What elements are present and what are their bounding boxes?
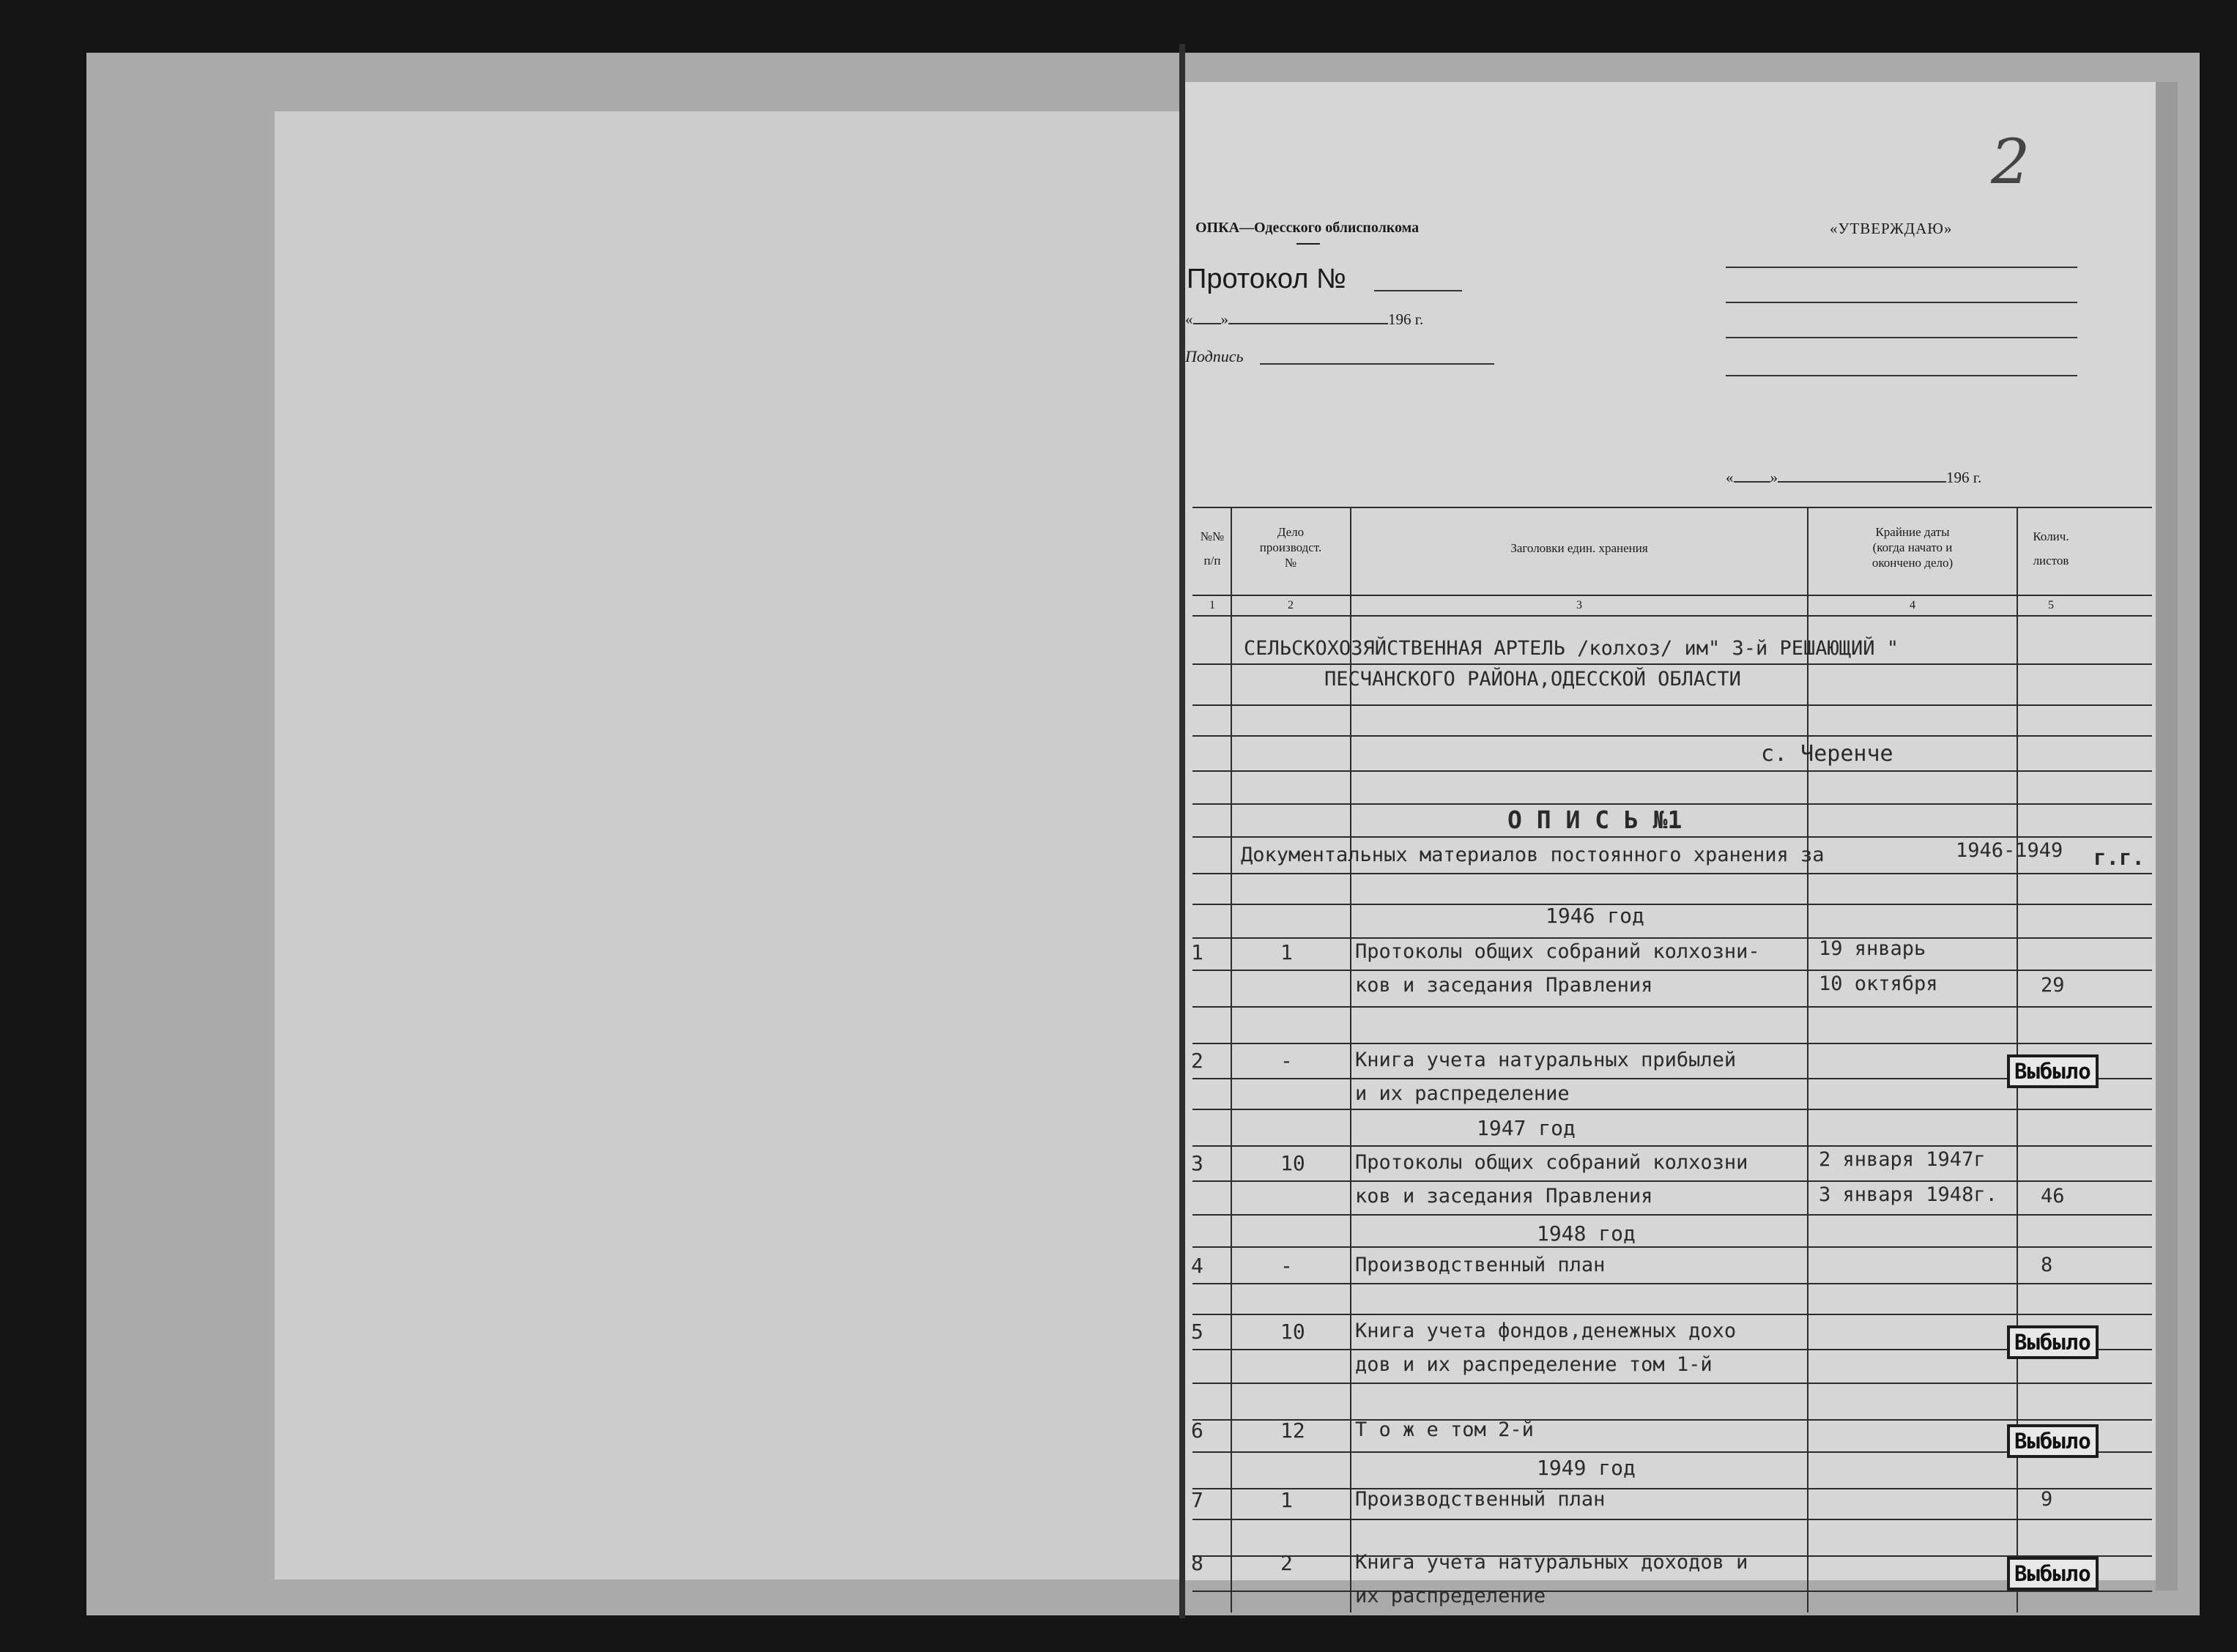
section-1947: 1947 год [1477,1116,1576,1140]
doc-years: 1946-1949 [1956,839,2063,862]
row-sheets: 29 [2041,974,2065,997]
col-head-sheets: Колич. листов [2033,529,2069,568]
row-number: 4 [1191,1254,1203,1278]
row-case-number: - [1280,1254,1293,1278]
binding-spine [1179,44,1185,1618]
row-sheets: 46 [2041,1185,2065,1208]
ruled-line [1192,1180,2152,1182]
row-title-line1: Книга учета натуральных доходов и [1355,1551,1748,1574]
col-num-1: 1 [1209,599,1215,611]
row-date-end: 3 января 1948г. [1819,1183,1997,1206]
doc-gg: г.г. [2093,845,2145,870]
col-num-3: 3 [1576,599,1582,611]
page-number: 2 [1991,126,2030,198]
section-1949: 1949 год [1537,1456,1636,1480]
row-title-line2: дов и их распределение том 1-й [1355,1353,1713,1376]
row-title-line2: ков и заседания Правления [1355,974,1653,997]
ruled-line [1192,1145,2152,1147]
withdrawn-stamp: Выбыло [2007,1424,2099,1458]
row-title-line1: Протоколы общих собраний колхозни [1355,1151,1748,1174]
row-case-number: - [1280,1049,1293,1073]
left-blank-sheet [275,111,1179,1580]
artel-title-line1: СЕЛЬСКОХОЗЯЙСТВЕННАЯ АРТЕЛЬ /колхоз/ им" 3-й РЕШАЮЩИЙ " [1244,637,1899,660]
org-name: ОПКА—Одесского облисполкома [1195,220,1419,237]
ruled-line [1192,803,2152,805]
protocol-date: « » 196 г. [1185,310,1424,328]
ruled-line [1192,735,2152,737]
row-number: 3 [1191,1151,1203,1175]
withdrawn-stamp: Выбыло [2007,1325,2099,1359]
ruled-line [1192,1590,2152,1592]
ruled-line [1192,663,2152,665]
row-title-line1: Производственный план [1355,1254,1606,1276]
ruled-line [1192,1383,2152,1384]
row-case-number: 10 [1280,1151,1305,1175]
col-num-5: 5 [2048,599,2054,611]
ruled-line [1192,836,2152,838]
row-sheets: 9 [2041,1488,2053,1511]
row-date-start: 2 января 1947г [1819,1148,1986,1171]
protocol-label: Протокол № [1187,264,1346,294]
row-number: 1 [1191,940,1203,964]
approve-caption: «УТВЕРЖДАЮ» [1830,220,1953,237]
ruled-line [1192,1419,2152,1421]
row-case-number: 1 [1280,940,1293,964]
ruled-line [1192,937,2152,939]
row-title-line1: Т о ж е том 2-й [1355,1418,1534,1441]
sheet-edge [2156,82,2178,1590]
row-title-line1: Книга учета фондов,денежных дохо [1355,1320,1737,1342]
section-1946: 1946 год [1546,904,1644,928]
ruled-line [1192,904,2152,905]
ruled-line [1192,1519,2152,1520]
header-rule [1192,595,2152,596]
col-head-titles: Заголовки един. хранения [1510,541,1648,555]
withdrawn-stamp: Выбыло [2007,1054,2099,1088]
approve-line-4 [1726,375,2077,376]
ruled-line [1192,704,2152,706]
col-head-dates: Крайние даты (когда начато и окончено дело) [1871,525,1954,570]
col-divider-3 [1807,507,1808,1612]
col-head-case: Дело производст. № [1259,525,1322,570]
artel-title-line2: ПЕСЧАНСКОГО РАЙОНА,ОДЕССКОЙ ОБЛАСТИ [1324,668,1741,691]
approve-date: « » 196 г. [1726,469,1982,486]
section-1948: 1948 год [1537,1221,1636,1246]
opis-title: О П И С Ь №1 [1507,805,1683,834]
ruled-line [1192,1246,2152,1248]
row-title-line1: Книга учета натуральных прибылей [1355,1049,1737,1071]
approve-line-1 [1726,267,2077,268]
inventory-page [1185,82,2156,1607]
col-head-number: №№ п/п [1200,529,1225,568]
num-rule [1192,615,2152,617]
row-case-number: 1 [1280,1488,1293,1512]
signature-label: Подпись [1185,347,1244,365]
row-number: 8 [1191,1551,1203,1575]
table-top-rule [1192,507,2152,508]
row-title-line2: ков и заседания Правления [1355,1185,1653,1208]
signature-line [1260,363,1494,365]
ruled-line [1192,1214,2152,1216]
village-name: с. Черенче [1761,741,1893,767]
protocol-number-line [1374,290,1462,291]
col-divider-1 [1231,507,1232,1612]
row-case-number: 10 [1280,1320,1305,1344]
row-title-line1: Протоколы общих собраний колхозни- [1355,940,1760,963]
row-case-number: 12 [1280,1418,1305,1443]
withdrawn-stamp: Выбыло [2007,1557,2099,1590]
row-number: 2 [1191,1049,1203,1073]
ruled-line [1192,1109,2152,1110]
approve-line-3 [1726,337,2077,338]
ruled-line [1192,970,2152,971]
doc-line: Документальных материалов постоянного хранения за [1241,844,1825,866]
ruled-line [1192,1314,2152,1315]
ruled-line [1192,770,2152,772]
approve-line-2 [1726,302,2077,303]
row-case-number: 2 [1280,1551,1293,1575]
row-title-line2: их распределение [1355,1585,1546,1607]
col-num-2: 2 [1288,599,1294,611]
ruled-line [1192,1283,2152,1284]
row-number: 6 [1191,1418,1203,1443]
ruled-line [1192,1488,2152,1489]
row-title-line1: Производственный план [1355,1488,1606,1511]
col-num-4: 4 [1910,599,1915,611]
row-title-line2: и их распределение [1355,1082,1570,1105]
row-number: 7 [1191,1488,1203,1512]
row-date-end: 10 октября [1819,972,1938,995]
ruled-line [1192,1043,2152,1044]
row-sheets: 8 [2041,1254,2053,1276]
ruled-line [1192,1006,2152,1008]
row-date-start: 19 январь [1819,937,1926,960]
row-number: 5 [1191,1320,1203,1344]
ruled-line [1192,873,2152,874]
